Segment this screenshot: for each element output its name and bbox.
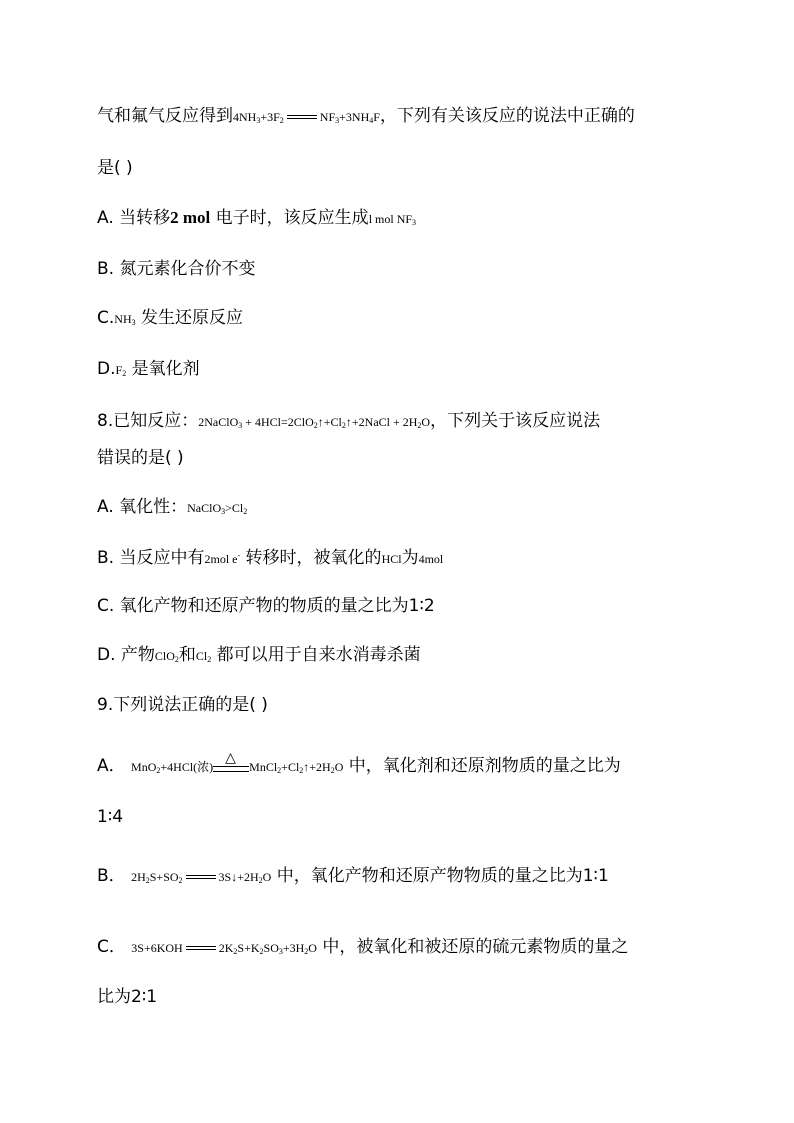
- q7-option-d: $D.F_2$ 是氧化剂: [97, 359, 200, 379]
- q7-stem-end: 是( ): [97, 158, 133, 178]
- q8-a-formula: $NaClO_3>Cl_2$: [187, 501, 248, 516]
- q8-stem-line: 8.已知反应：2NaClO$_3$ + $4HCl=2ClO_2↑+Cl_2↑+2NaCl + 2H_2O$，下列关于该反应说法: [97, 411, 601, 431]
- q7-c-formula: $NH_3$: [114, 312, 136, 327]
- q8-stem-end: 错误的是( ): [97, 448, 184, 468]
- q8-option-a: A. 氧化性：$NaClO_3>Cl_2$: [97, 497, 248, 517]
- q7-option-c: $C.NH_3$ 发生还原反应: [97, 308, 244, 328]
- q8-option-b: B. 当反应中有2mol e- 转移时，被氧化的HCl为4mol: [97, 548, 444, 568]
- q9-option-b: B． $2H_2S+SO_2$ $3S↓+2H_2O$ 中，氧化产物和还原产物物质的量之比为1∶1: [97, 866, 609, 886]
- q9-option-a-ratio: 1∶4: [97, 807, 124, 827]
- q7-intro-text-2: ，下列有关该反应的说法中正确的: [379, 106, 635, 126]
- q7-equation: $4NH_3+3F_2$ $NF_3+3NH_4F$: [233, 110, 380, 125]
- q8-option-c: C. 氧化产物和还原产物的物质的量之比为1∶2: [97, 596, 435, 616]
- q9-option-c: C． 3S+6KOH $2K_2S+K_2SO_3+3H_2O$ 中，被氧化和被还原的硫元素物质的量之: [97, 937, 629, 957]
- q7-intro-line: [97, 105, 635, 132]
- q9-stem: 9.下列说法正确的是( ): [97, 695, 268, 715]
- q7-option-b: B. 氮元素化合价不变: [97, 259, 256, 279]
- q7-a-formula: l mol $NF_3$: [368, 212, 417, 227]
- q7-option-a: A. 当转移2 mol 电子时，该反应生成l mol $NF_3$: [97, 208, 417, 228]
- q9-c-equation: 3S+6KOH $2K_2S+K_2SO_3+3H_2O$: [131, 941, 317, 956]
- q9-option-a: A． MnO$_2$+4HCl(浓) △ $MnCl_2+Cl_2↑+2H_2O$ 中，氧化剂和还原剂物质的量之比为: [97, 751, 621, 776]
- q7-d-formula: $F_2$: [115, 363, 127, 378]
- q8-option-d: D. 产物ClO$_2$和$Cl_2$ 都可以用于自来水消毒杀菌: [97, 645, 421, 665]
- q8-equation: 2NaClO$_3$ + $4HCl=2ClO_2↑+Cl_2↑+2NaCl + 2H_2O$: [198, 415, 431, 430]
- q9-a-equation: MnO$_2$+4HCl(浓) △ $MnCl_2+Cl_2↑+2H_2O$: [131, 751, 344, 775]
- q9-b-equation: $2H_2S+SO_2$ $3S↓+2H_2O$: [131, 870, 272, 885]
- q7-intro-text: 气和氟气反应得到: [97, 106, 233, 126]
- q9-option-c-tail: 比为2∶1: [97, 987, 158, 1007]
